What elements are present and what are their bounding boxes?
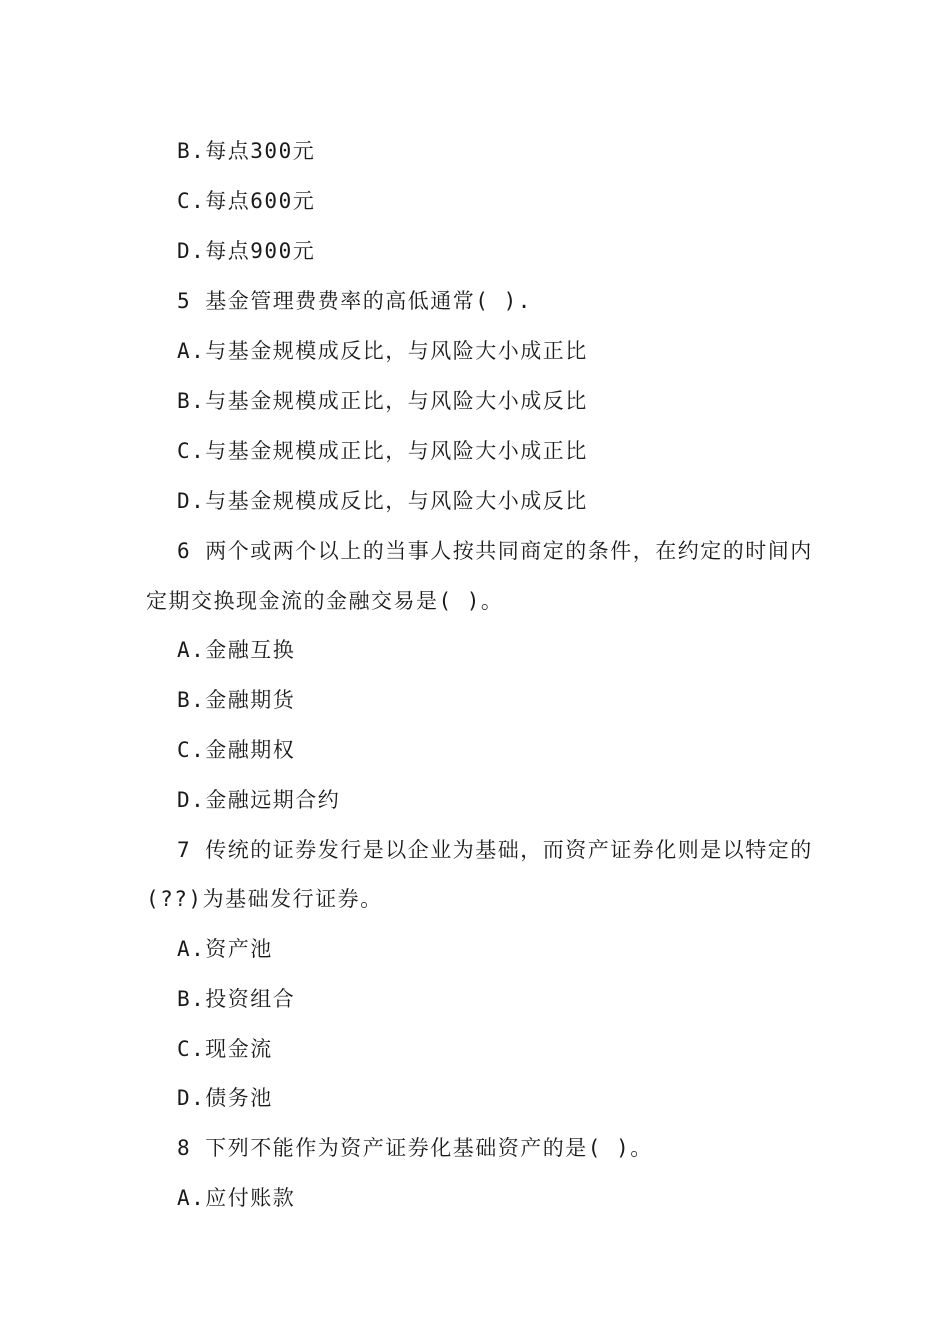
option-b-q6: B.金融期货: [177, 688, 296, 712]
option-a-q8: A.应付账款: [177, 1186, 296, 1210]
question-7-continued: (??)为基础发行证券。: [146, 887, 383, 911]
option-c-q6: C.金融期权: [177, 738, 296, 762]
option-a-q5: A.与基金规模成反比，与风险大小成正比: [177, 339, 588, 363]
question-8: 8 下列不能作为资产证券化基础资产的是( )。: [177, 1136, 653, 1160]
question-7: 7 传统的证券发行是以企业为基础，而资产证券化则是以特定的: [177, 838, 813, 862]
option-d-q6: D.金融远期合约: [177, 788, 341, 812]
question-5: 5 基金管理费费率的高低通常( ).: [177, 289, 532, 313]
option-a-q6: A.金融互换: [177, 638, 296, 662]
option-c-q7: C.现金流: [177, 1037, 273, 1061]
option-b-q5: B.与基金规模成正比，与风险大小成反比: [177, 389, 588, 413]
option-d-q7: D.债务池: [177, 1086, 273, 1110]
option-c-q5: C.与基金规模成正比，与风险大小成正比: [177, 439, 588, 463]
option-b-q4: B.每点300元: [177, 139, 316, 163]
option-d-q5: D.与基金规模成反比，与风险大小成反比: [177, 489, 588, 513]
option-a-q7: A.资产池: [177, 937, 273, 961]
option-c-q4: C.每点600元: [177, 189, 316, 213]
option-d-q4: D.每点900元: [177, 239, 316, 263]
question-6-continued: 定期交换现金流的金融交易是( )。: [146, 589, 504, 613]
option-b-q7: B.投资组合: [177, 987, 296, 1011]
question-6: 6 两个或两个以上的当事人按共同商定的条件，在约定的时间内: [177, 539, 813, 563]
